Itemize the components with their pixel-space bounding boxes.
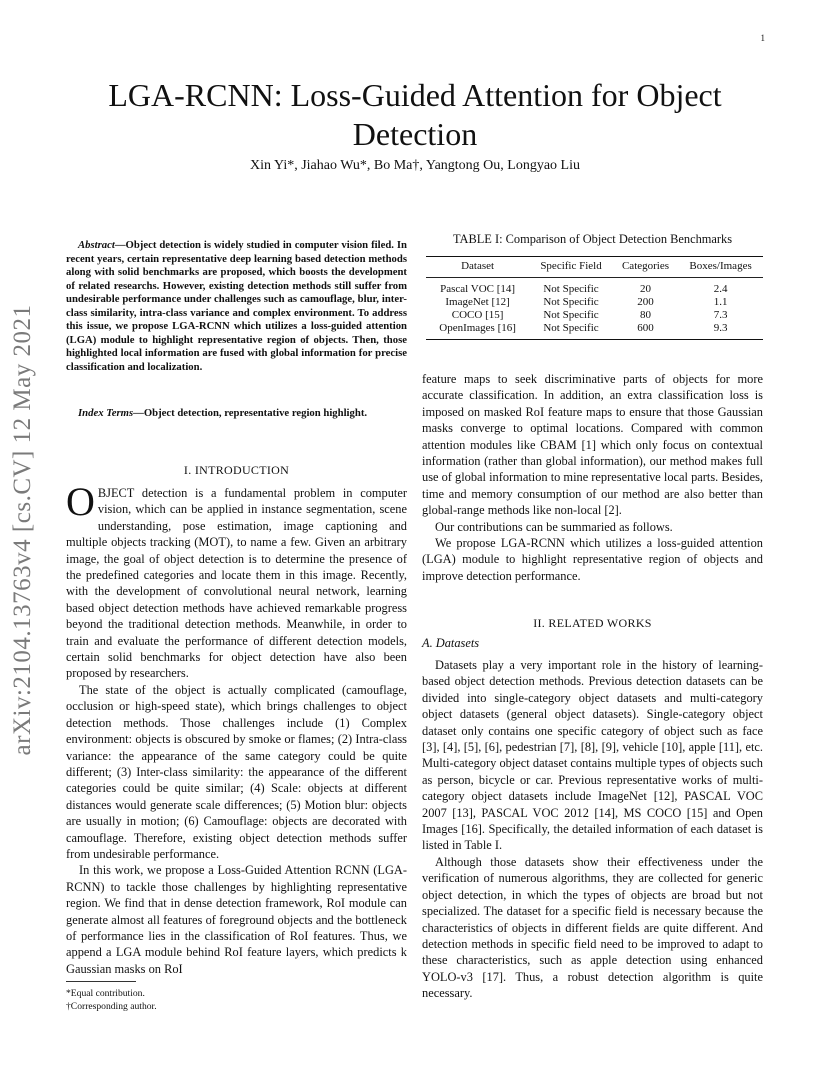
table-cell: 200	[637, 296, 654, 308]
index-terms-text: —Object detection, representative region highlight.	[133, 407, 368, 419]
table-cell: Not Specific	[543, 322, 599, 334]
related-paragraph-1: Datasets play a very important role in the history of learning-based object detection methods. Previous detection datasets can be divided into single-category object datasets and multi-category object datasets (general object datasets). Single-category object dataset only contains one specific category of object such as face [3], [4], [5], [6], pedestrian [7], [8], [9], vehicle [10], apple [11], etc. Multi-category object dataset contains multiple types of objects such as person, bicycle or car. Previous representative works of multi-category object datasets include ImageNet [12], PASCAL VOC 2007 [13], PASCAL VOC 2012 [14], MS COCO [15] and Open Images [16]. Specifically, the detailed information of each dataset is listed in Table I.	[422, 658, 763, 853]
table-cell: Not Specific	[543, 283, 599, 295]
arxiv-side-stamp	[0, 0, 46, 1072]
table-header-cell: Dataset	[426, 256, 529, 278]
footnote-equal: *Equal contribution.	[66, 988, 145, 999]
footnote-rule	[66, 981, 136, 982]
right-column-body	[422, 371, 763, 584]
table-cell: 1.1	[713, 296, 728, 308]
table-cell: ImageNet [12]	[445, 296, 510, 308]
table-row	[426, 278, 763, 297]
table-cell: 2.4	[713, 283, 728, 295]
intro-p1-text: BJECT detection is a fundamental problem in computer vision, which can be applied in instance segmentation, scene understanding, pose estimation, image captioning and multiple objects tracking (MOT), to name a few. Given an arbitrary image, the goal of object detection is to determine the presence of the predefined categories and locate them in this image. Recently, with the development of convolutional neural network, learning based object detection methods have achieved remarkable progress beyond the traditional detection methods. Meanwhile, in order to train and evaluate the performance of different detection models, certain solid benchmarks for object detection have also been proposed by researchers.	[66, 486, 407, 681]
author-list: Xin Yi*, Jiahao Wu*, Bo Ma†, Yangtong Ou, Longyao Liu	[250, 158, 580, 173]
page-number: 1	[760, 33, 765, 43]
introduction-body	[66, 479, 407, 977]
index-terms	[66, 407, 407, 421]
right-paragraph-2: Our contributions can be summaried as follows.	[435, 519, 673, 534]
table-cell: 9.3	[713, 322, 728, 334]
section-heading-introduction: I. INTRODUCTION	[183, 463, 290, 477]
table-row	[426, 296, 763, 309]
table-cell: 80	[639, 309, 651, 321]
table-row	[426, 309, 763, 322]
table-caption: TABLE I: Comparison of Object Detection Benchmarks	[452, 232, 733, 246]
table-bottom-rule	[426, 339, 763, 340]
right-paragraph-3: We propose LGA-RCNN which utilizes a loss-guided attention (LGA) module to highlight representative region of objects and improve detection performance.	[422, 536, 763, 583]
table-header-cell: Boxes/Images	[678, 256, 763, 278]
drop-cap: O	[66, 479, 95, 524]
benchmark-table	[426, 256, 763, 338]
footnote-corresponding: †Corresponding author.	[66, 1001, 157, 1012]
table-row	[426, 322, 763, 338]
table-cell: OpenImages [16]	[439, 322, 516, 334]
table-cell: 20	[639, 283, 651, 295]
abstract-text: —Object detection is widely studied in computer vision filed. In recent years, certain representative deep learning based detection methods along with solid benchmarks are proposed, which boosts the development of related researchs. However, existing detection methods still suffer from undesirable performance under challenges such as camouflage, blur, inter-class similarity, intra-class variance and complex environment. To address this issue, we propose LGA-RCNN which utilizes a loss-guided attention (LGA) module to highlight representative region of objects. Then, those highlighted local information are fused with global information for precise classification and localization.	[66, 239, 407, 373]
table-cell: Pascal VOC [14]	[440, 283, 516, 295]
index-terms-label: Index Terms	[78, 407, 134, 419]
table-cell: 7.3	[713, 309, 728, 321]
table-header-cell: Specific Field	[529, 256, 613, 278]
abstract-label: Abstract	[78, 239, 115, 251]
related-paragraph-2: Although those datasets show their effectiveness under the verification of numerous algorithms, they are collected for generic object detection, in which the types of objects are broad but not specialized. The dataset for a specific field is necessary because the characteristics of objects in different fields are quite different. And detection methods in specific field need to be improved to adapt to these characteristics, such as apple detection using enhanced YOLO-v3 [17]. Thus, a robust detection algorithm is quite necessary.	[422, 854, 763, 1001]
table-cell: Not Specific	[543, 296, 599, 308]
table-cell: COCO [15]	[451, 309, 504, 321]
table-cell: Not Specific	[543, 309, 599, 321]
abstract	[66, 239, 407, 374]
table-cell: 600	[637, 322, 654, 334]
paper-title: LGA-RCNN: Loss-Guided Attention for Object Detection	[108, 77, 722, 152]
intro-paragraph-2: The state of the object is actually complicated (camouflage, occlusion or high-speed state), which brings challenges to object detection methods. Those challenges include (1) Complex environment: objects is obscured by smoke or flames; (2) Intra-class variance: the appearance of the same category could be quite different; (3) Inter-class similarity: the appearance of the different categories could be quite similar; (4) Scale: objects at different distances would generate scale differences; (5) Motion blur: objects are usually in motion; (6) Camouflage: objects are decorated with camouflage. Therefore, existing object detection methods suffer from undesirable performance.	[66, 682, 407, 861]
table-header-row	[426, 256, 763, 278]
section-heading-related-works: II. RELATED WORKS	[533, 616, 652, 630]
intro-paragraph-3: In this work, we propose a Loss-Guided Attention RCNN (LGA-RCNN) to tackle those challenges by highlighting representative region. We find that in dense detection framework, RoI module can generate almost all features of foreground objects and the bottleneck of performance lies in the classification of RoI features. Thus, we append a LGA module behind RoI feature layers, which predicts k Gaussian masks on RoI	[66, 863, 407, 976]
intro-paragraph-1	[66, 479, 407, 682]
related-works-body	[422, 657, 763, 1002]
subsection-heading-datasets: A. Datasets	[422, 636, 480, 650]
table-header-cell: Categories	[613, 256, 678, 278]
right-paragraph-1: feature maps to seek discriminative parts of objects for more accurate classification. In addition, an extra classification loss is imposed on masked RoI feature maps to ensure that those Gaussian masks converge to optimal locations. Compared with common attention modules like CBAM [1] which only focus on contextual information (rather than global information), our method makes full use of global information to mine representative local parts. Besides, time and memory consumption of our method are also better than global-range methods like non-local [2].	[422, 372, 763, 518]
arxiv-identifier: arXiv:2104.13763v4 [cs.CV] 12 May 2021	[9, 304, 36, 756]
footnotes	[66, 987, 407, 1013]
